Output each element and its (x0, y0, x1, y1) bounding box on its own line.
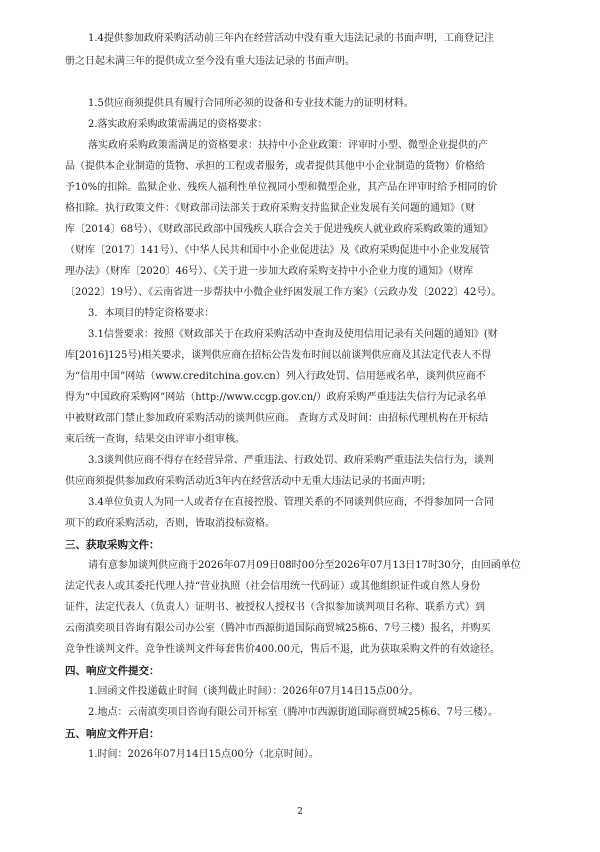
text-line: 册之日起未满三年的提供成立至今没有重大违法记录的书面声明。 (65, 56, 355, 67)
text-line: 落实政府采购政策需满足的资格要求：扶持中小企业政策：评审时小型、微型企业提供的产 (88, 140, 488, 151)
text-line: 项下的政府采购活动，否则，皆取消投标资格。 (65, 518, 275, 529)
text-line: 库[2016]125号)相关要求，谈判供应商在招标公告发布时间以前谈判供应商及其法定代表人不得 (65, 350, 492, 361)
text-line: 云南滇奕项目咨询有限公司办公室（腾冲市西源街道国际商贸城25栋6、7号三楼）报名，并购买 (65, 623, 491, 634)
text-line: 1.5供应商须提供具有履行合同所必须的设备和专业技术能力的证明材料。 (88, 98, 414, 109)
text-line: 1.时间：2026年07月14日15点00分（北京时间）。 (88, 749, 319, 760)
text-line: 3.1信誉要求：按照《财政部关于在政府采购活动中查询及使用信用记录有关问题的通知》(财 (88, 329, 498, 340)
text-line: 束后统一查询，结果交由评审小组审核。 (65, 434, 245, 445)
text-line: 库〔2014〕68号）、《财政部民政部中国残疾人联合会关于促进残疾人就业政府采购政策的通知》 (65, 224, 494, 235)
text-line: 3.3谈判供应商不得存在经营异常、严重违法、行政处罚、政府采购严重违法失信行为，谈判 (88, 455, 494, 466)
text-line: 品（提供本企业制造的货物、承担的工程或者服务，或者提供其他中小企业制造的货物）价格给 (65, 161, 485, 172)
text-line: 〔2022〕19号）、《云南省进一步帮扶中小微企业纾困发展工作方案》（云政办发〔2022〕42号）。 (65, 287, 502, 298)
text-line: 法定代表人或其委托代理人持“营业执照（社会信用统一代码证）或其他组织证件或自然人身份 (65, 581, 481, 592)
text-line: 得为“中国政府采购网”网站（http://www.ccgp.gov.cn/）政府采购严重违法失信行为记录名单 (65, 392, 487, 403)
text-line: 供应商须提供参加政府采购活动近3年内在经营活动中无重大违法记录的书面声明； (65, 476, 432, 487)
text-line: 1.4提供参加政府采购活动前三年内在经营活动中没有重大违法记录的书面声明，工商登记注 (88, 33, 494, 44)
text-line: 理办法》（财库〔2020〕46号）、《关于进一步加大政府采购支持中小企业力度的通知》（财库 (65, 266, 474, 277)
text-line: 为“信用中国”网站（www.creditchina.gov.cn）列入行政处罚、信用惩戒名单，谈判供应商不 (65, 371, 486, 382)
text-line: 请有意参加谈判供应商于2026年07月09日08时00分至2026年07月13日17时30分，由回函单位 (88, 560, 521, 571)
text-line: 1.回函文件投递截止时间（谈判截止时间）：2026年07月14日15点00分。 (88, 686, 419, 697)
text-line: 3.4单位负责人为同一人或者存在直接控股、管理关系的不同谈判供应商，不得参加同一合同 (88, 497, 494, 508)
text-line: 竞争性谈判文件。竞争性谈判文件每套售价400.00元，售后不退，此为获取采购文件的有效途径。 (65, 644, 500, 655)
section-heading: 四、响应文件提交： (65, 665, 160, 677)
text-line: 证件，法定代表人（负责人）证明书、被授权人授权书（含拟参加谈判项目名称、联系方式）到 (65, 602, 485, 613)
section-heading: 五、响应文件开启： (65, 728, 160, 740)
text-line: 格扣除。执行政策文件：《财政部司法部关于政府采购支持监狱企业发展有关问题的通知》（财 (65, 203, 475, 214)
text-line: （财库〔2017〕141号）、《中华人民共和国中小企业促进法》及《政府采购促进中小企业发展管 (65, 245, 490, 256)
page-number: 2 (297, 807, 303, 817)
text-line: 中被财政部门禁止参加政府采购活动的谈判供应商。 查询方式及时间：由招标代理机构在开标结 (65, 413, 489, 424)
text-line: 2.落实政府采购政策需满足的资格要求： (88, 119, 268, 130)
section-heading: 三、获取采购文件： (65, 539, 160, 551)
text-line: 3．本项目的特定资格要求： (88, 308, 215, 319)
text-line: 2.地点：云南滇奕项目咨询有限公司开标室（腾冲市西源街道国际商贸城25栋6、7号三楼）。 (88, 707, 498, 718)
text-line: 予10%的扣除。监狱企业、残疾人福利性单位视同小型和微型企业，其产品在评审时给予相同的价 (65, 182, 498, 193)
